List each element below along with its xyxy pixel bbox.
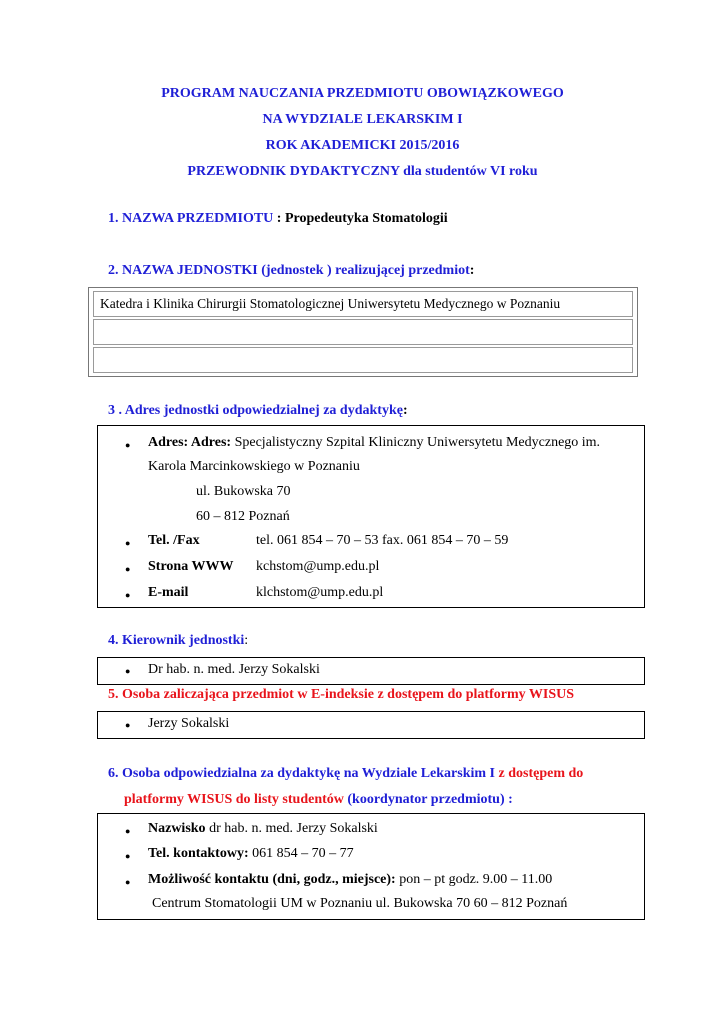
section-6-part-1: 6. Osoba odpowiedzialna za dydaktykę na Wydziale Lekarskim I (108, 766, 496, 781)
tel-value: tel. 061 854 – 70 – 53 fax. 061 854 – 70 – 59 (256, 533, 509, 548)
coordinator-tel-row (148, 846, 354, 862)
www-value: kchstom@ump.edu.pl (256, 559, 380, 574)
coordinator-box (97, 813, 645, 920)
email-label: E-mail (148, 585, 189, 600)
bullet-icon: ● (125, 564, 131, 574)
coordinator-contact-label: Możliwość kontaktu (dni, godz., miejsce): (148, 872, 396, 887)
bullet-icon: ● (125, 538, 131, 548)
tel-label: Tel. /Fax (148, 533, 200, 548)
section-6-heading-line-1 (108, 766, 583, 782)
unit-row-2 (93, 319, 633, 345)
examiner-box (97, 711, 645, 739)
coordinator-tel-value: 061 854 – 70 – 77 (248, 846, 354, 861)
address-line-3: ul. Bukowska 70 (196, 484, 291, 499)
address-row (148, 435, 600, 451)
section-6-part-4: (koordynator przedmiotu) : (347, 792, 513, 807)
section-4-colon: : (244, 633, 249, 648)
section-1-label: 1. NAZWA PRZEDMIOTU (108, 211, 274, 226)
section-4-label: 4. Kierownik jednostki (108, 633, 245, 648)
coordinator-name-label: Nazwisko (148, 821, 206, 836)
title-line-2: NA WYDZIALE LEKARSKIM I (262, 112, 463, 127)
section-6-part-2: z dostępem do (498, 766, 584, 781)
title-line-4: PRZEWODNIK DYDAKTYCZNY dla studentów VI roku (187, 164, 538, 179)
coordinator-contact-value: pon – pt godz. 9.00 – 11.00 (395, 872, 553, 887)
coordinator-contact-row (148, 872, 552, 888)
address-label: Adres: Adres: (148, 435, 232, 450)
unit-row-1 (93, 291, 633, 317)
coordinator-tel-label: Tel. kontaktowy: (148, 846, 249, 861)
section-1-sep: : (273, 211, 285, 226)
section-1 (108, 211, 448, 227)
examiner-value: Jerzy Sokalski (148, 716, 230, 731)
head-value: Dr hab. n. med. Jerzy Sokalski (148, 662, 320, 677)
bullet-icon: ● (125, 826, 131, 836)
address-line-2: Karola Marcinkowskiego w Poznaniu (148, 459, 360, 474)
section-4-heading (108, 633, 248, 649)
address-box (97, 425, 645, 608)
coordinator-name-row (148, 821, 378, 837)
section-3-colon: : (402, 403, 408, 418)
bullet-icon: ● (125, 666, 131, 676)
section-2-heading (108, 263, 474, 279)
section-2-colon: : (469, 263, 475, 278)
bullet-icon: ● (125, 877, 131, 887)
bullet-icon: ● (125, 720, 131, 730)
bullet-icon: ● (125, 851, 131, 861)
address-line-4: 60 – 812 Poznań (196, 509, 290, 524)
coordinator-name-value: dr hab. n. med. Jerzy Sokalski (205, 821, 378, 836)
section-1-value: Propedeutyka Stomatologii (284, 211, 448, 226)
unit-table (88, 287, 638, 377)
section-5-label: 5. Osoba zaliczająca przedmiot w E-indeksie z dostępem do platformy WISUS (108, 687, 574, 702)
section-6-heading-line-2 (124, 792, 513, 808)
address-line-1: Specjalistyczny Szpital Kliniczny Uniwersytetu Medycznego im. (234, 435, 601, 450)
bullet-icon: ● (125, 590, 131, 600)
title-line-3: ROK AKADEMICKI 2015/2016 (265, 138, 460, 153)
section-3-label: 3 . Adres jednostki odpowiedzialnej za dydaktykę (108, 403, 403, 418)
head-box (97, 657, 645, 685)
email-value: klchstom@ump.edu.pl (256, 585, 384, 600)
www-label: Strona WWW (148, 559, 234, 574)
section-2-label: 2. NAZWA JEDNOSTKI (jednostek ) realizującej przedmiot (108, 263, 470, 278)
unit-row-1-text: Katedra i Klinika Chirurgii Stomatologicznej Uniwersytetu Medycznego w Poznaniu (100, 296, 561, 311)
title-line-1: PROGRAM NAUCZANIA PRZEDMIOTU OBOWIĄZKOWEGO (161, 86, 564, 101)
section-6-part-3: platformy WISUS do listy studentów (124, 792, 344, 807)
bullet-icon: ● (125, 440, 131, 450)
unit-row-3 (93, 347, 633, 373)
coordinator-contact-line-2: Centrum Stomatologii UM w Poznaniu ul. Bukowska 70 60 – 812 Poznań (152, 896, 568, 911)
section-3-heading (108, 403, 408, 419)
